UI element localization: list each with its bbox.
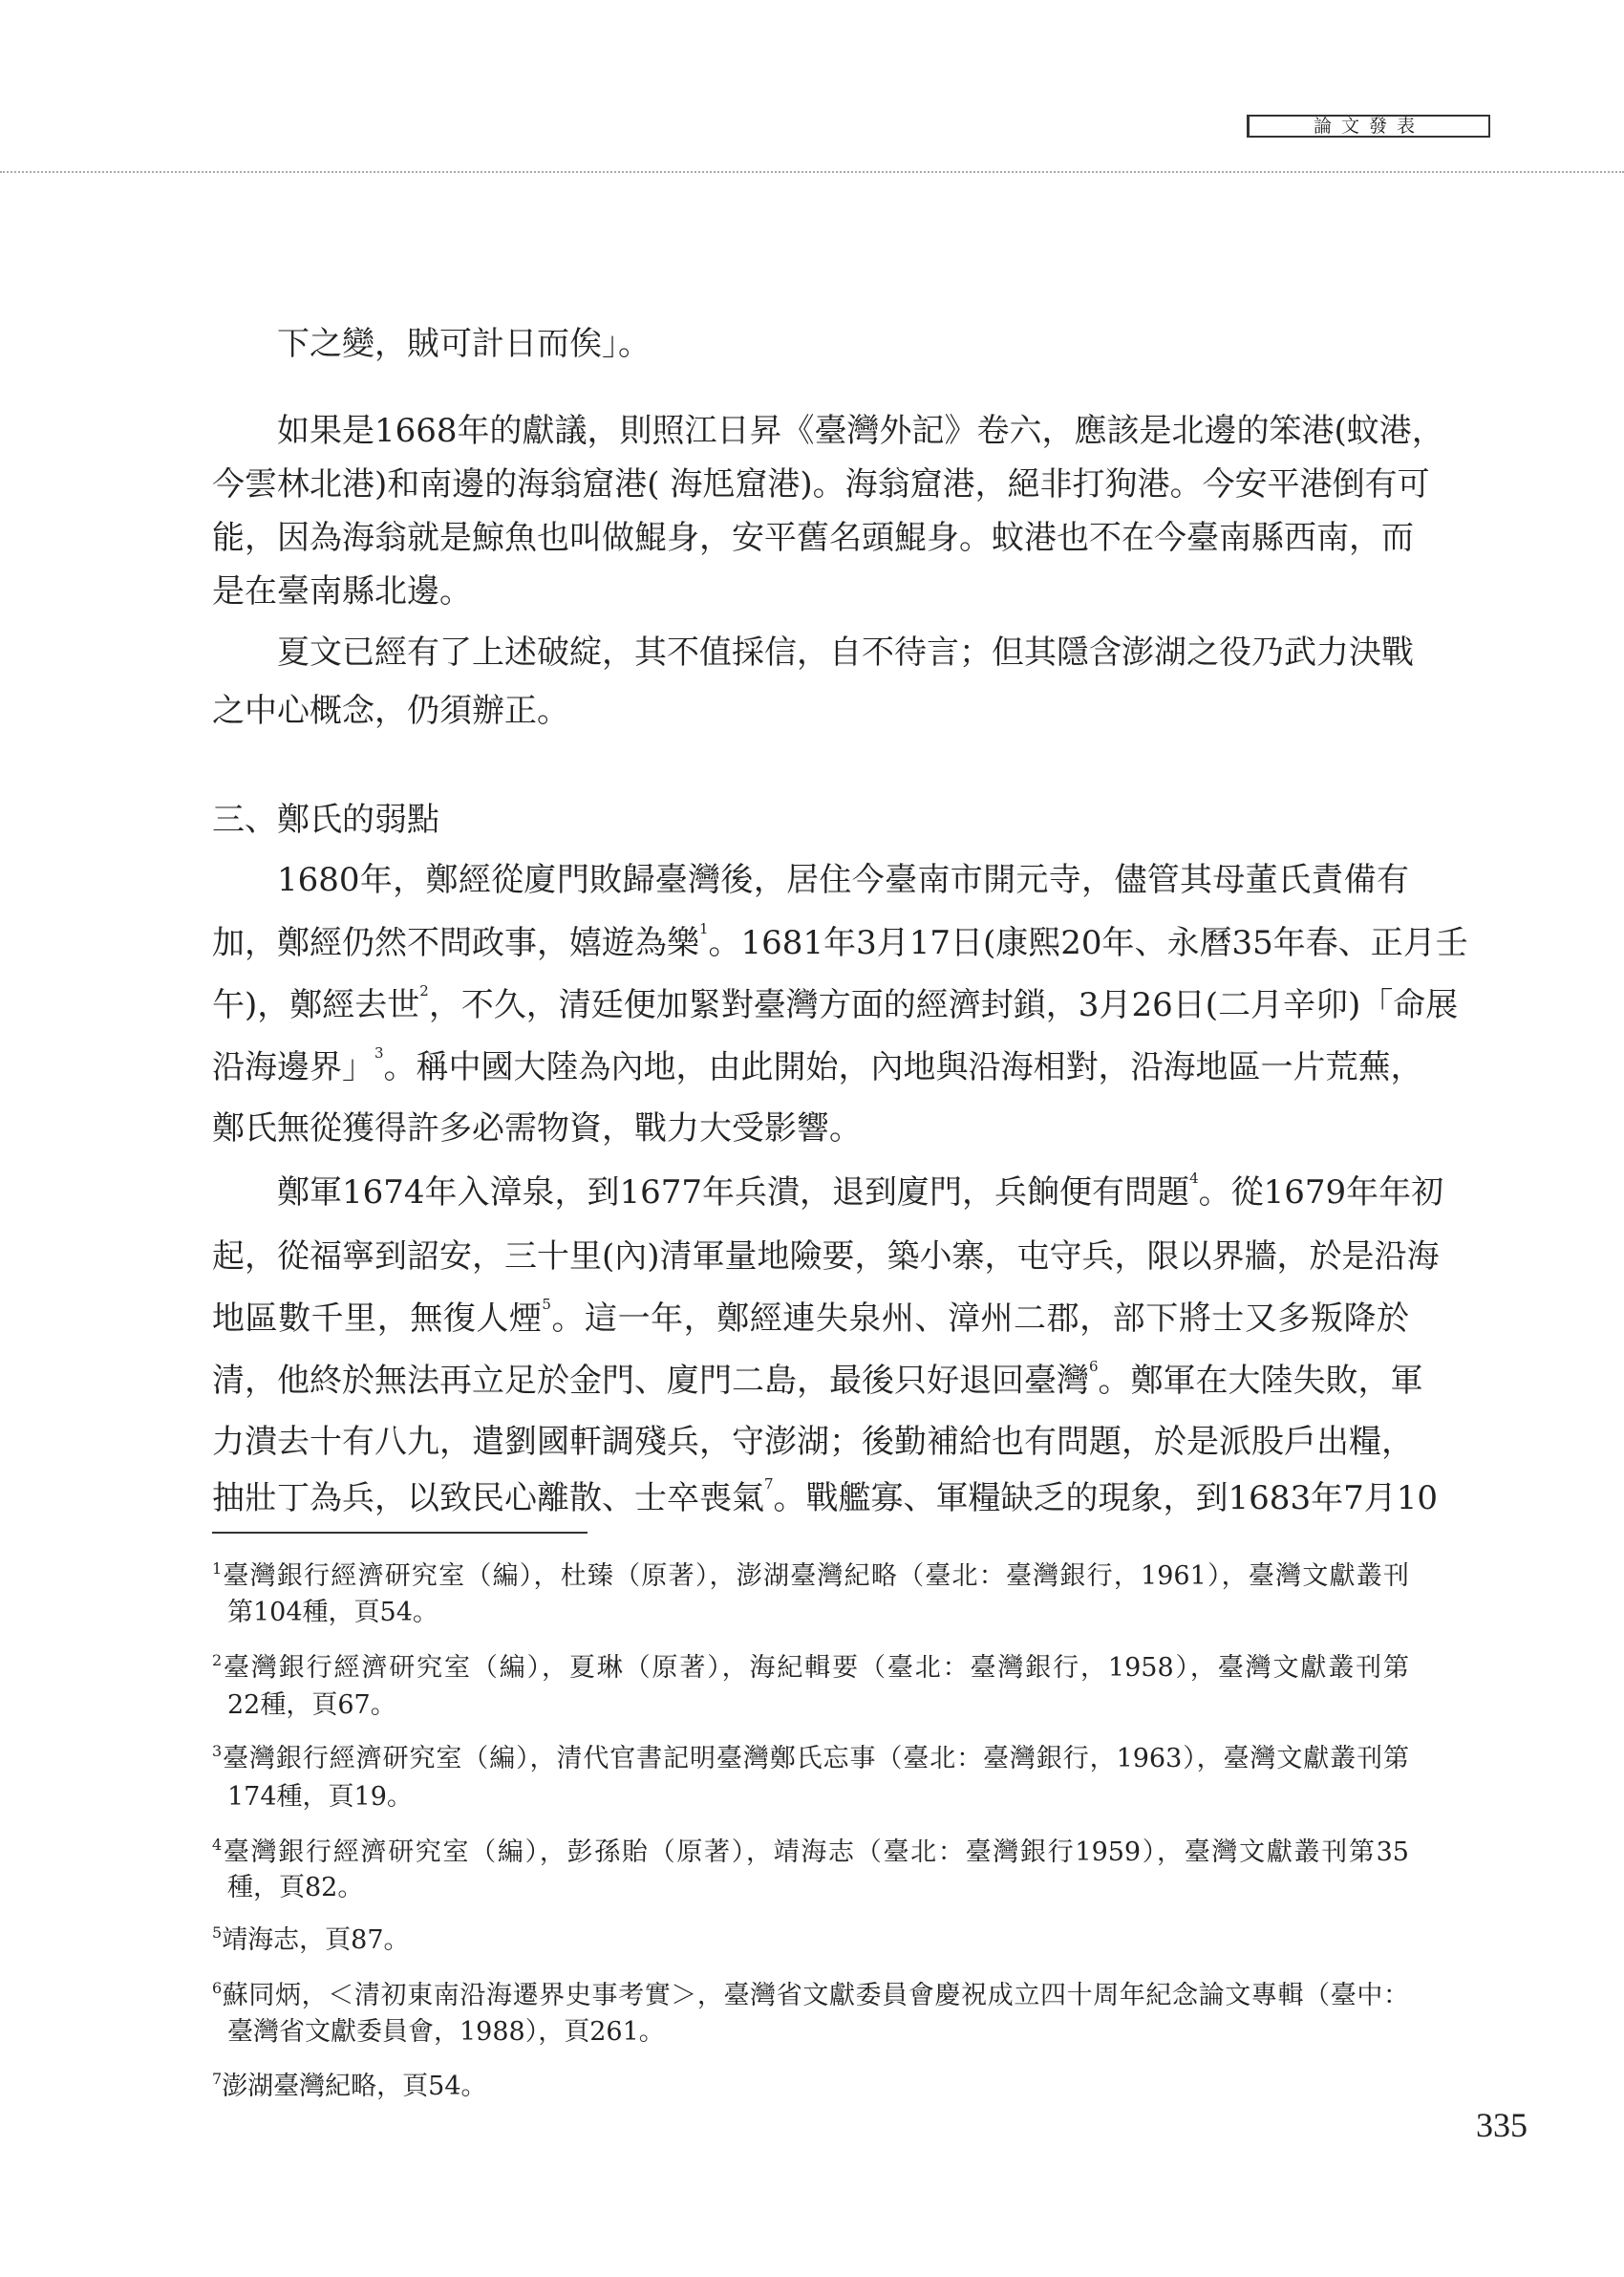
body-line	[277, 412, 1444, 450]
footnote-line	[227, 1873, 1409, 1903]
body-line	[277, 325, 1409, 363]
page-number: 335	[1476, 2106, 1528, 2144]
footnote-text: 22種，頁67。	[227, 1690, 396, 1720]
text-run: 沿海邊界」	[212, 1048, 374, 1086]
body-line	[212, 920, 1468, 962]
text-run: 三、鄭氏的弱點	[212, 801, 439, 839]
body-line	[212, 1237, 1440, 1276]
footnote-text: 臺灣銀行經濟研究室（編），彭孫貽（原著），靖海志（臺北：臺灣銀行1959），臺灣文獻叢刊第35	[222, 1837, 1409, 1867]
footnote-text: 靖海志，頁87。	[222, 1925, 410, 1955]
header-dotted-divider	[0, 171, 1624, 173]
footnote-ref[interactable]: 3	[374, 1044, 384, 1062]
text-run: 如果是1668年的獻議，則照江日昇《臺灣外記》卷六，應該是北邊的笨港(蚊港，	[277, 412, 1444, 450]
footnote-number: 1	[212, 1559, 223, 1578]
body-line	[212, 692, 1409, 730]
text-run: ，不久，清廷便加緊對臺灣方面的經濟封鎖，3月26日(二月辛卯)「命展	[428, 986, 1459, 1024]
footnote-text: 174種，頁19。	[227, 1782, 413, 1812]
section-header-label: 論文發表	[1247, 115, 1490, 138]
footnote-text: 第104種，頁54。	[227, 1598, 438, 1627]
body-line	[277, 861, 1409, 899]
body-line	[212, 1358, 1423, 1400]
text-run: 。稱中國大陸為內地，由此開始，內地與沿海相對，沿海地區一片荒蕪，	[383, 1048, 1423, 1086]
text-run: 今雲林北港)和南邊的海翁窟港( 海尪窟港)。海翁窟港，絕非打狗港。今安平港倒有可	[212, 465, 1430, 504]
body-line	[212, 1109, 1409, 1148]
footnote-text: 臺灣銀行經濟研究室（編），杜臻（原著），澎湖臺灣紀略（臺北：臺灣銀行，1961），臺灣文獻叢刊	[222, 1561, 1409, 1591]
footnote-line	[227, 1690, 1409, 1721]
footnote-ref[interactable]: 4	[1189, 1170, 1199, 1187]
text-run: 鄭軍1674年入漳泉，到1677年兵潰，退到廈門，兵餉便有問題	[277, 1173, 1190, 1212]
body-line	[212, 1475, 1438, 1517]
body-line	[212, 1044, 1423, 1086]
section-heading	[212, 801, 1409, 839]
footnote-text: 蘇同炳，＜清初東南沿海遷界史事考實＞，臺灣省文獻委員會慶祝成立四十周年紀念論文專輯（臺中：	[222, 1981, 1409, 2010]
footnote-text: 澎湖臺灣紀略，頁54。	[222, 2072, 487, 2101]
text-run: 能，因為海翁就是鯨魚也叫做鯤身，安平舊名頭鯤身。蚊港也不在今臺南縣西南，而	[212, 519, 1414, 557]
text-run: 。1681年3月17日(康熙20年、永曆35年春、正月壬	[708, 924, 1468, 962]
body-line	[212, 1423, 1414, 1461]
footnote-ref[interactable]: 2	[419, 982, 429, 999]
footnote-number: 5	[212, 1923, 223, 1942]
text-run: 抽壯丁為兵，以致民心離散、士卒喪氣	[212, 1479, 764, 1517]
body-line	[212, 572, 1409, 611]
body-line	[212, 519, 1414, 557]
text-run: 。鄭軍在大陸失敗，軍	[1098, 1362, 1423, 1400]
footnote-line	[212, 1981, 1409, 2011]
footnote-line	[212, 1744, 1409, 1774]
footnote-text: 臺灣銀行經濟研究室（編），清代官書記明臺灣鄭氏忘事（臺北：臺灣銀行，1963），臺灣文獻叢刊第	[222, 1744, 1409, 1773]
text-run: 鄭氏無從獲得許多必需物資，戰力大受影響。	[212, 1109, 862, 1148]
text-run: 午)，鄭經去世	[212, 986, 420, 1024]
footnote-ref[interactable]: 6	[1089, 1358, 1099, 1375]
footnote-line	[212, 1925, 1409, 1956]
footnote-line	[212, 1653, 1409, 1684]
text-run: 力潰去十有八九，遣劉國軒調殘兵，守澎湖；後勤補給也有問題，於是派股戶出糧，	[212, 1423, 1414, 1461]
footnote-ref[interactable]: 7	[764, 1475, 774, 1493]
text-run: 夏文已經有了上述破綻，其不值採信，自不待言；但其隱含澎湖之役乃武力決戰	[277, 634, 1414, 672]
body-line	[212, 982, 1459, 1024]
footnote-text: 臺灣銀行經濟研究室（編），夏琳（原著），海紀輯要（臺北：臺灣銀行，1958），臺灣文獻叢刊第	[222, 1653, 1409, 1683]
text-run: 。從1679年年初	[1198, 1173, 1444, 1212]
footnote-number: 6	[212, 1979, 223, 1997]
body-line	[277, 1170, 1444, 1212]
text-run: 。戰艦寡、軍糧缺乏的現象，到1683年7月10	[773, 1479, 1438, 1517]
body-line	[212, 465, 1430, 504]
footnote-line	[212, 2072, 1409, 2102]
footnote-number: 3	[212, 1742, 223, 1760]
footnote-number: 7	[212, 2070, 223, 2088]
footnote-ref[interactable]: 1	[699, 920, 709, 937]
footnote-number: 4	[212, 1836, 223, 1854]
footnote-number: 2	[212, 1651, 223, 1669]
footnote-text: 種，頁82。	[227, 1873, 364, 1902]
text-run: 下之變，賊可計日而俟」。	[277, 325, 651, 363]
footnote-line	[227, 1782, 1409, 1813]
text-run: 1680年，鄭經從廈門敗歸臺灣後，居住今臺南市開元寺，儘管其母董氏責備有	[277, 861, 1409, 899]
text-run: 地區數千里，無復人煙	[212, 1300, 543, 1338]
footnote-ref[interactable]: 5	[542, 1296, 551, 1313]
footnote-text: 臺灣省文獻委員會，1988），頁261。	[227, 2017, 665, 2047]
footnote-line	[212, 1837, 1409, 1868]
footnote-line	[227, 1598, 1409, 1628]
body-line	[277, 634, 1414, 672]
text-run: 。這一年，鄭經連失泉州、漳州二郡，部下將士又多叛降於	[550, 1300, 1410, 1338]
footnote-rule	[212, 1532, 588, 1534]
body-line	[212, 1296, 1410, 1338]
text-run: 清，他終於無法再立足於金門、廈門二島，最後只好退回臺灣	[212, 1362, 1089, 1400]
text-run: 加，鄭經仍然不問政事，嬉遊為樂	[212, 924, 699, 962]
footnote-line	[212, 1561, 1409, 1592]
text-run: 之中心概念，仍須辦正。	[212, 692, 569, 730]
text-run: 是在臺南縣北邊。	[212, 572, 472, 611]
text-run: 起，從福寧到詔安，三十里(內)清軍量地險要，築小寨，屯守兵，限以界牆，於是沿海	[212, 1237, 1440, 1276]
footnote-line	[227, 2017, 1409, 2048]
